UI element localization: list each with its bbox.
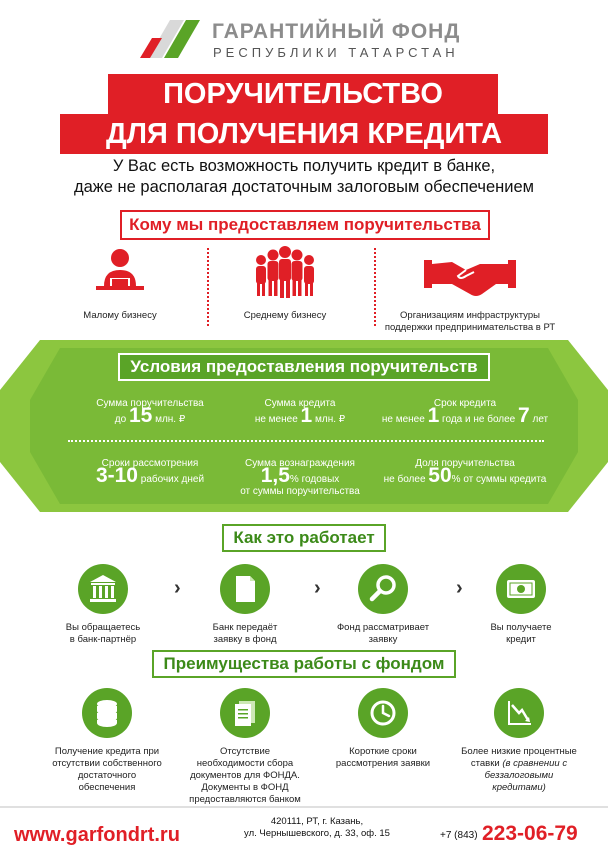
condition-unit: % годовых: [289, 474, 340, 485]
condition-value: 3-10: [95, 464, 138, 487]
intro-line-2: даже не располагая достаточным залоговым обеспечением: [73, 178, 535, 196]
phone-number[interactable]: 223-06-79: [482, 822, 578, 845]
condition-credit-term: [370, 398, 560, 426]
advantage-line: достаточного: [77, 770, 137, 781]
advantage-line: обеспечения: [78, 782, 136, 793]
step-circle: [220, 564, 270, 614]
advantage-line: Короткие сроки: [349, 746, 417, 757]
magnifier-icon: [358, 564, 408, 614]
documents-icon: [220, 688, 270, 738]
step-label-line-2: заявку в фонд: [213, 634, 277, 645]
condition-unit: млн. ₽: [152, 414, 186, 425]
logo-subtitle: РЕСПУБЛИКИ ТАТАРСТАН: [213, 45, 459, 60]
document-icon: [220, 564, 270, 614]
step-circle: [78, 564, 128, 614]
advantage-note: (в сравнении с: [502, 758, 568, 769]
condition-credit-amount: [220, 398, 380, 426]
condition-value: 1,5: [260, 464, 290, 487]
advantage-circle: [82, 688, 132, 738]
recipient-small-label: Малому бизнесу: [83, 310, 157, 321]
recipient-medium-label: Среднему бизнесу: [243, 310, 327, 321]
advantage-short-terms: [318, 688, 448, 770]
chevron-right-icon: ›: [174, 577, 181, 599]
advantage-line: отсутствии собственного: [52, 758, 162, 769]
recipient-infrastructure: [360, 246, 580, 334]
chevron-right-icon: ›: [456, 577, 463, 599]
condition-guarantee-share: [370, 458, 560, 486]
advantage-line: предоставляются банком: [189, 794, 301, 805]
advantages-heading: Преимущества работы с фондом: [152, 650, 456, 678]
condition-prefix: не более: [383, 474, 429, 485]
advantage-line: Получение кредита при: [54, 746, 160, 757]
recipient-infra-line-1: Организациям инфраструктуры: [400, 310, 540, 321]
condition-note: от суммы поручительства: [240, 486, 360, 497]
condition-fee: [210, 458, 390, 498]
advantage-no-documents: [180, 688, 310, 806]
condition-value: 1: [300, 404, 313, 427]
intro-line-1: У Вас есть возможность получить кредит в банке,: [112, 157, 496, 175]
step-label-line-1: Банк передаёт: [212, 622, 278, 633]
step-bank-sends: [190, 564, 300, 646]
step-label-line-2: заявку: [368, 634, 398, 645]
step-label-line-1: Вы обращаетесь: [65, 622, 141, 633]
step-label-line-1: Фонд рассматривает: [336, 622, 430, 633]
condition-unit: млн. ₽: [312, 414, 346, 425]
page-title-line-2: ДЛЯ ПОЛУЧЕНИЯ КРЕДИТА: [60, 114, 548, 154]
condition-unit: лет: [529, 414, 549, 425]
header: [0, 8, 608, 68]
address-line-2: ул. Чернышевского, д. 33, оф. 15: [244, 828, 390, 839]
condition-prefix: до: [114, 414, 129, 425]
advantage-line: ставки: [470, 758, 500, 769]
condition-prefix: не менее: [254, 414, 301, 425]
step-label-line-2: кредит: [506, 634, 536, 645]
condition-unit: рабочих дней: [137, 474, 205, 485]
advantage-note: беззалоговыми: [484, 770, 554, 781]
recipient-small-business: [60, 246, 180, 322]
advantage-line: Документы в ФОНД: [201, 782, 289, 793]
condition-value-max: 7: [518, 404, 530, 427]
advantage-line: необходимости сбора: [196, 758, 294, 769]
condition-label: Сроки рассмотрения: [101, 458, 199, 469]
how-it-works-heading: Как это работает: [222, 524, 386, 552]
person-at-desk-icon: [90, 246, 150, 302]
advantage-line: рассмотрения заявки: [335, 758, 431, 769]
step-circle: [358, 564, 408, 614]
website-link[interactable]: www.garfondrt.ru: [14, 824, 180, 846]
step-label-line-2: в банк-партнёр: [69, 634, 137, 645]
advantage-lower-rates: [454, 688, 584, 794]
chart-down-icon: [494, 688, 544, 738]
condition-value: 15: [128, 404, 153, 427]
advantage-circle: [358, 688, 408, 738]
advantage-circle: [220, 688, 270, 738]
conditions-divider: [68, 440, 544, 442]
step-get-credit: [466, 564, 576, 646]
condition-mid: года и не более: [439, 414, 519, 425]
phone-code: +7 (843): [440, 830, 478, 841]
chevron-right-icon: ›: [314, 577, 321, 599]
logo-title: ГАРАНТИЙНЫЙ ФОНД: [212, 20, 461, 43]
condition-value-min: 1: [427, 404, 440, 427]
condition-review-time: [70, 458, 230, 486]
recipient-infra-line-2: поддержки предпринимательства в РТ: [384, 322, 556, 333]
condition-label: Сумма поручительства: [96, 398, 204, 409]
condition-unit: % от суммы кредита: [451, 474, 547, 485]
condition-prefix: не менее: [381, 414, 428, 425]
step-circle: [496, 564, 546, 614]
advantage-no-collateral: [42, 688, 172, 794]
group-of-people-icon: [247, 246, 323, 302]
recipient-medium-business: [220, 246, 350, 322]
advantage-line: Более низкие процентные: [461, 746, 577, 757]
bank-icon: [78, 564, 128, 614]
condition-guarantee-amount: [70, 398, 230, 426]
divider: [207, 248, 209, 326]
recipients-heading: Кому мы предоставляем поручительства: [120, 210, 490, 240]
condition-label: Сумма вознаграждения: [245, 458, 355, 469]
step-apply-to-bank: [48, 564, 158, 646]
address-line-1: 420111, РТ, г. Казань,: [270, 816, 364, 827]
conditions-heading: Условия предоставления поручительств: [118, 353, 490, 381]
condition-label: Срок кредита: [433, 398, 497, 409]
advantage-line: Отсутствие: [219, 746, 271, 757]
page-title-line-1: ПОРУЧИТЕЛЬСТВО: [108, 74, 498, 114]
condition-value: 50: [428, 464, 452, 487]
condition-label: Сумма кредита: [264, 398, 336, 409]
address: [232, 816, 402, 840]
clock-icon: [358, 688, 408, 738]
logo-icon: [140, 14, 204, 64]
money-icon: [496, 564, 546, 614]
intro-text: [0, 156, 608, 198]
step-label-line-1: Вы получаете: [490, 622, 552, 633]
advantage-line: документов для ФОНДА.: [190, 770, 300, 781]
coins-stack-icon: [82, 688, 132, 738]
handshake-icon: [422, 246, 518, 302]
footer: [0, 806, 608, 857]
advantage-circle: [494, 688, 544, 738]
advantage-note: кредитами): [492, 782, 546, 793]
step-fund-reviews: [328, 564, 438, 646]
condition-label: Доля поручительства: [415, 458, 515, 469]
